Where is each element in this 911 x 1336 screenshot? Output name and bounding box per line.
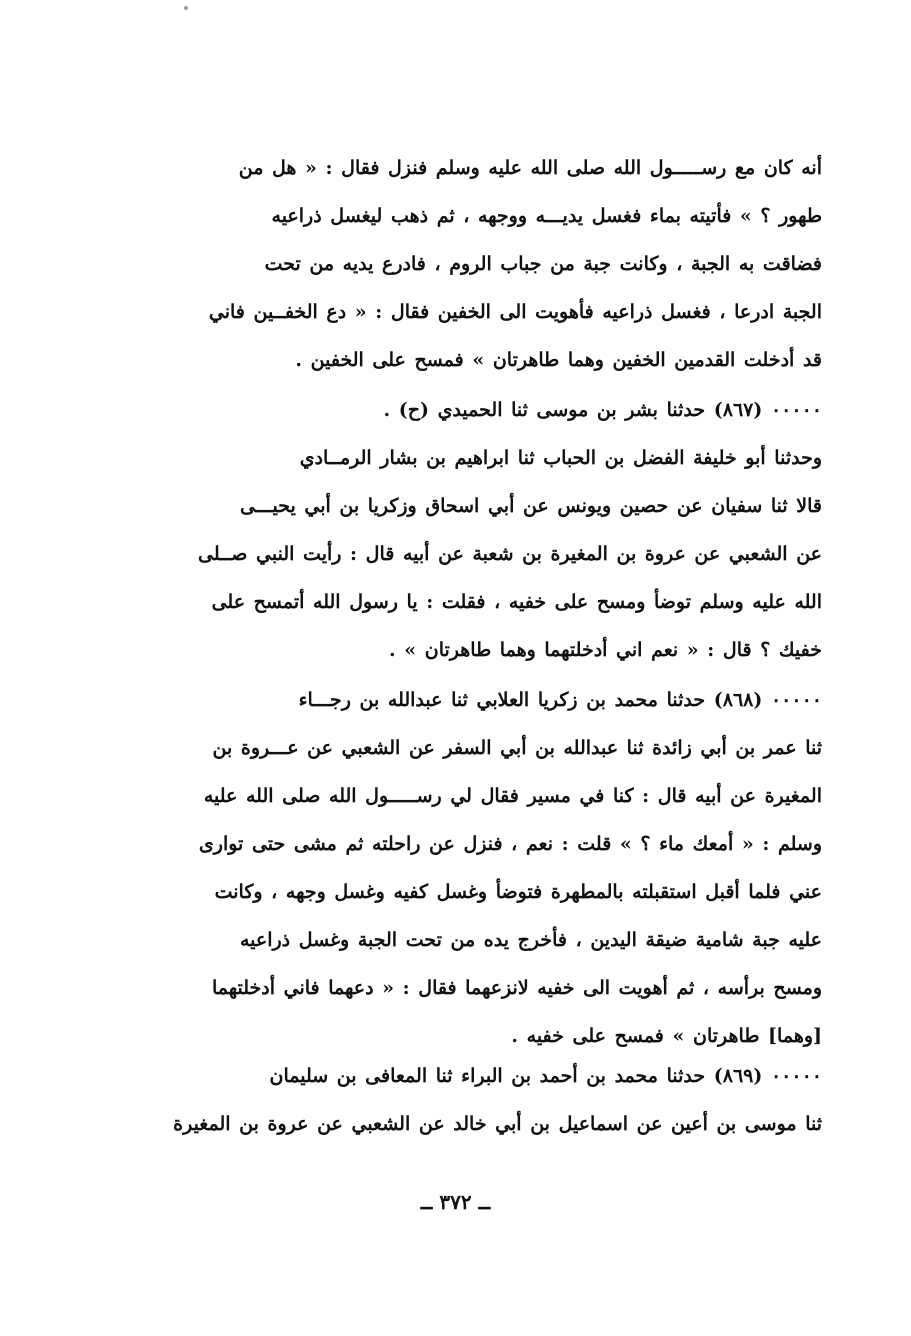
text-line: فضاقت به الجبة ، وكانت جبة من جباب الروم ، فادرع يديه من تحت [264, 253, 822, 275]
text-line: وسلم : « أمعك ماء ؟ » قلت : نعم ، فنزل عن راحلته ثم مشى حتى توارى [198, 833, 822, 855]
text-line: قد أدخلت القدمين الخفين وهما طاهرتان » فمسح على الخفين . [295, 349, 822, 371]
text-line: ثنا موسى بن أعين عن اسماعيل بن أبي خالد عن الشعبي عن عروة بن المغيرة [173, 1113, 822, 1135]
paragraph-868 [110, 676, 822, 1060]
hadith-header-line: ٠٠٠٠٠ (٨٦٩) حدثنا محمد بن أحمد بن البراء ثنا المعافى بن سليمان [269, 1065, 822, 1087]
scan-speck [184, 6, 188, 10]
text-line: الجبة ادرعا ، فغسل ذراعيه فأهويت الى الخفين فقال : « دع الخفــين فاني [208, 301, 822, 323]
hadith-header-line: ٠٠٠٠٠ (٨٦٨) حدثنا محمد بن زكريا العلابي ثنا عبدالله بن رجـــاء [298, 689, 822, 711]
text-line: ثنا عمر بن أبي زائدة ثنا عبدالله بن أبي السفر عن الشعبي عن عـــروة بن [212, 737, 822, 759]
text-line: خفيك ؟ قال : « نعم اني أدخلتهما وهما طاهرتان » . [389, 639, 822, 661]
text-line: عن الشعبي عن عروة بن المغيرة بن شعبة عن أبيه قال : رأيت النبي صــلى [198, 543, 822, 565]
text-line: عني فلما أقبل استقبلته بالمطهرة فتوضأ وغسل كفيه وغسل وجهه ، وكانت [214, 881, 822, 903]
text-line: طهور ؟ » فأتيته بماء فغسل يديـــه ووجهه ، ثم ذهب ليغسل ذراعيه [271, 205, 822, 227]
paragraph-1 [110, 144, 822, 384]
text-line: [وهما] طاهرتان » فمسح على خفيه . [511, 1025, 822, 1047]
hadith-header-line: ٠٠٠٠٠ (٨٦٧) حدثنا بشر بن موسى ثنا الحميدي (ح) . [383, 399, 822, 421]
paragraph-867 [110, 386, 822, 674]
text-line: الله عليه وسلم توضأ ومسح على خفيه ، فقلت : يا رسول الله أتمسح على [211, 591, 822, 613]
text-line: أنه كان مع رســـــول الله صلى الله عليه وسلم فنزل فقال : « هل من [238, 157, 822, 179]
paragraph-869 [110, 1052, 822, 1148]
text-line: المغيرة عن أبيه قال : كنا في مسير فقال لي رســـــول الله صلى الله عليه [203, 785, 822, 807]
text-line: ومسح برأسه ، ثم أهويت الى خفيه لانزعهما فقال : « دعهما فاني أدخلتهما [211, 977, 822, 999]
text-line: وحدثنا أبو خليفة الفضل بن الحباب ثنا ابراهيم بن بشار الرمــادي [299, 447, 822, 469]
text-line: قالا ثنا سفيان عن حصين ويونس عن أبي اسحاق وزكريا بن أبي يحيـــى [239, 495, 822, 517]
page-number: ــ ٣٧٢ ــ [420, 1190, 491, 1214]
text-line: عليه جبة شامية ضيقة اليدين ، فأخرج يده من تحت الجبة وغسل ذراعيه [239, 929, 822, 951]
